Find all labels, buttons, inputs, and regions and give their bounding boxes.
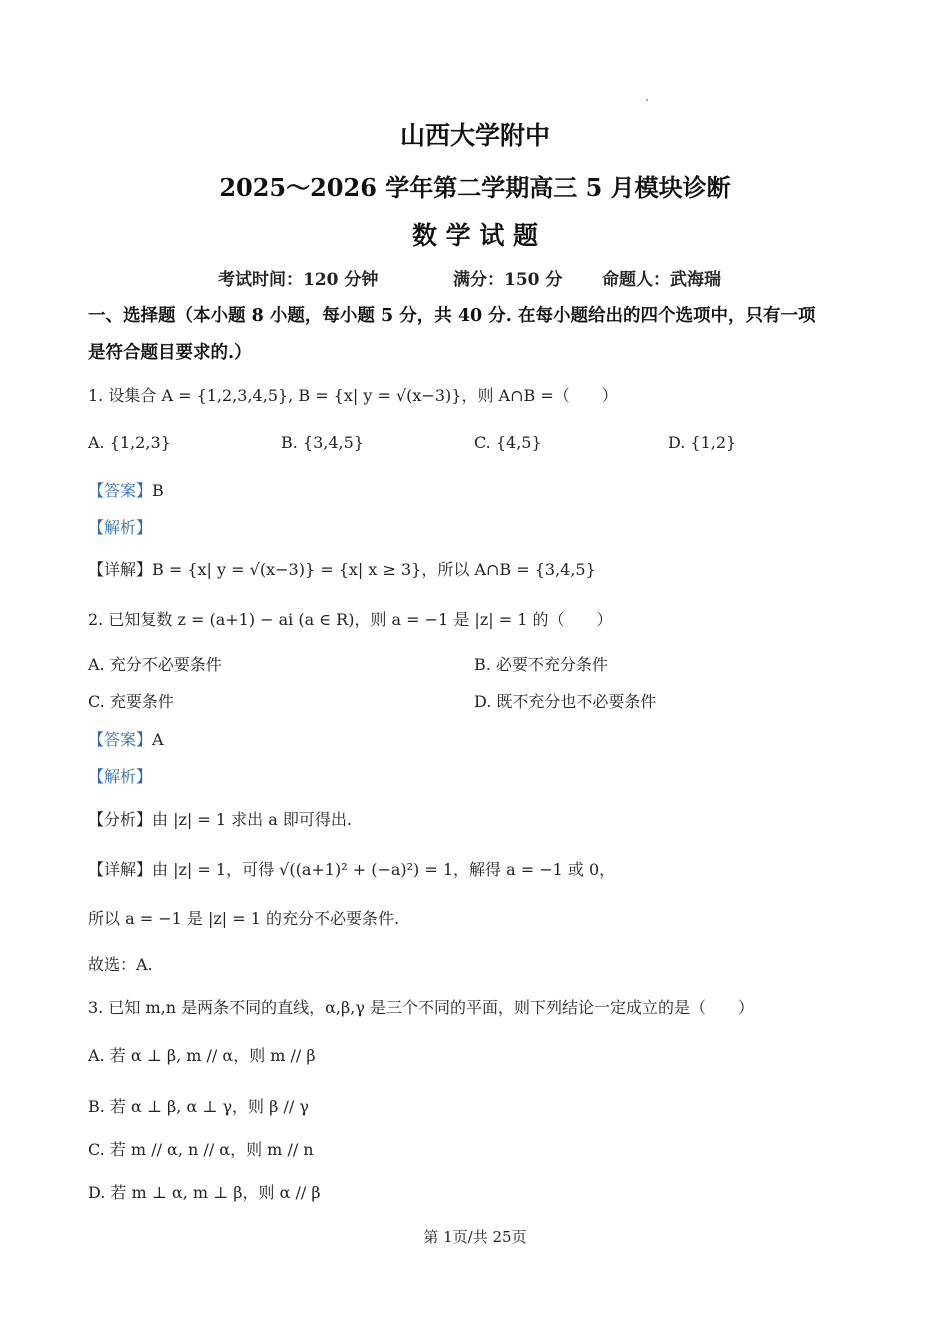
q1-analysis-tag: 【解析】 bbox=[88, 518, 153, 537]
answer-tag: 【答案】 bbox=[88, 730, 153, 749]
exam-time: 考试时间：120 分钟 bbox=[218, 270, 379, 290]
exam-author: 命题人：武海瑞 bbox=[602, 270, 721, 290]
scan-speck bbox=[646, 99, 648, 101]
detail-tag: 【详解】 bbox=[88, 560, 153, 579]
q3-option-c: C. 若 m // α, n // α，则 m // n bbox=[88, 1140, 314, 1159]
q2-choose: 故选：A. bbox=[88, 955, 153, 974]
detail-tag: 【详解】 bbox=[88, 860, 153, 879]
q1-detail-line bbox=[88, 557, 596, 580]
q2-option-a: A. 充分不必要条件 bbox=[88, 655, 222, 674]
q1-option-a: A. {1,2,3} bbox=[88, 433, 171, 452]
q2-conclusion: 所以 a = −1 是 |z| = 1 的充分不必要条件. bbox=[88, 909, 400, 928]
q1-option-d: D. {1,2} bbox=[668, 433, 737, 452]
q2-answer: A bbox=[152, 730, 164, 749]
q2-analysis-tag: 【解析】 bbox=[88, 767, 153, 786]
q1-answer-line bbox=[88, 478, 164, 501]
question-3-stem: 3. 已知 m,n 是两条不同的直线，α,β,γ 是三个不同的平面，则下列结论一定成立的是（ ） bbox=[88, 998, 754, 1017]
q2-fenxi-line bbox=[88, 807, 352, 830]
q3-option-b: B. 若 α ⊥ β, α ⊥ γ，则 β // γ bbox=[88, 1097, 309, 1116]
q2-detail: 由 |z| = 1，可得 √((a+1)² + (−a)²) = 1，解得 a = −1 或 0， bbox=[152, 860, 616, 879]
q2-option-c: C. 充要条件 bbox=[88, 692, 174, 711]
page-footer: 第 1页/共 25页 bbox=[423, 1228, 527, 1246]
q1-detail: B = {x| y = √(x−3)} = {x| x ≥ 3}，所以 A∩B = {3,4,5} bbox=[152, 560, 596, 579]
q3-option-a: A. 若 α ⊥ β, m // α，则 m // β bbox=[88, 1046, 316, 1065]
subject-title: 数 学 试 题 bbox=[411, 221, 539, 250]
q2-answer-line bbox=[88, 727, 164, 750]
q1-answer: B bbox=[152, 481, 164, 500]
q2-fenxi: 由 |z| = 1 求出 a 即可得出. bbox=[152, 810, 352, 829]
question-2-stem: 2. 已知复数 z = (a+1) − ai (a ∈ R)，则 a = −1 是 |z| = 1 的（ ） bbox=[88, 610, 613, 629]
term-title: 2025～2026 学年第二学期高三 5 月模块诊断 bbox=[219, 173, 731, 202]
full-score: 满分：150 分 bbox=[453, 270, 563, 290]
section-heading-cont: 是符合题目要求的.） bbox=[88, 343, 252, 363]
question-1-stem: 1. 设集合 A = {1,2,3,4,5}, B = {x| y = √(x−3)}，则 A∩B =（ ） bbox=[88, 386, 618, 405]
q3-option-d: D. 若 m ⊥ α, m ⊥ β，则 α // β bbox=[88, 1183, 321, 1202]
q2-option-b: B. 必要不充分条件 bbox=[474, 655, 608, 674]
q2-option-d: D. 既不充分也不必要条件 bbox=[474, 692, 657, 711]
q2-detail-line bbox=[88, 857, 615, 880]
school-title: 山西大学附中 bbox=[399, 121, 550, 150]
q1-option-c: C. {4,5} bbox=[474, 433, 542, 452]
fenxi-tag: 【分析】 bbox=[88, 810, 153, 829]
section-heading: 一、选择题（本小题 8 小题，每小题 5 分，共 40 分. 在每小题给出的四个选项中，只有一项 bbox=[88, 306, 816, 326]
q1-option-b: B. {3,4,5} bbox=[281, 433, 364, 452]
answer-tag: 【答案】 bbox=[88, 481, 153, 500]
